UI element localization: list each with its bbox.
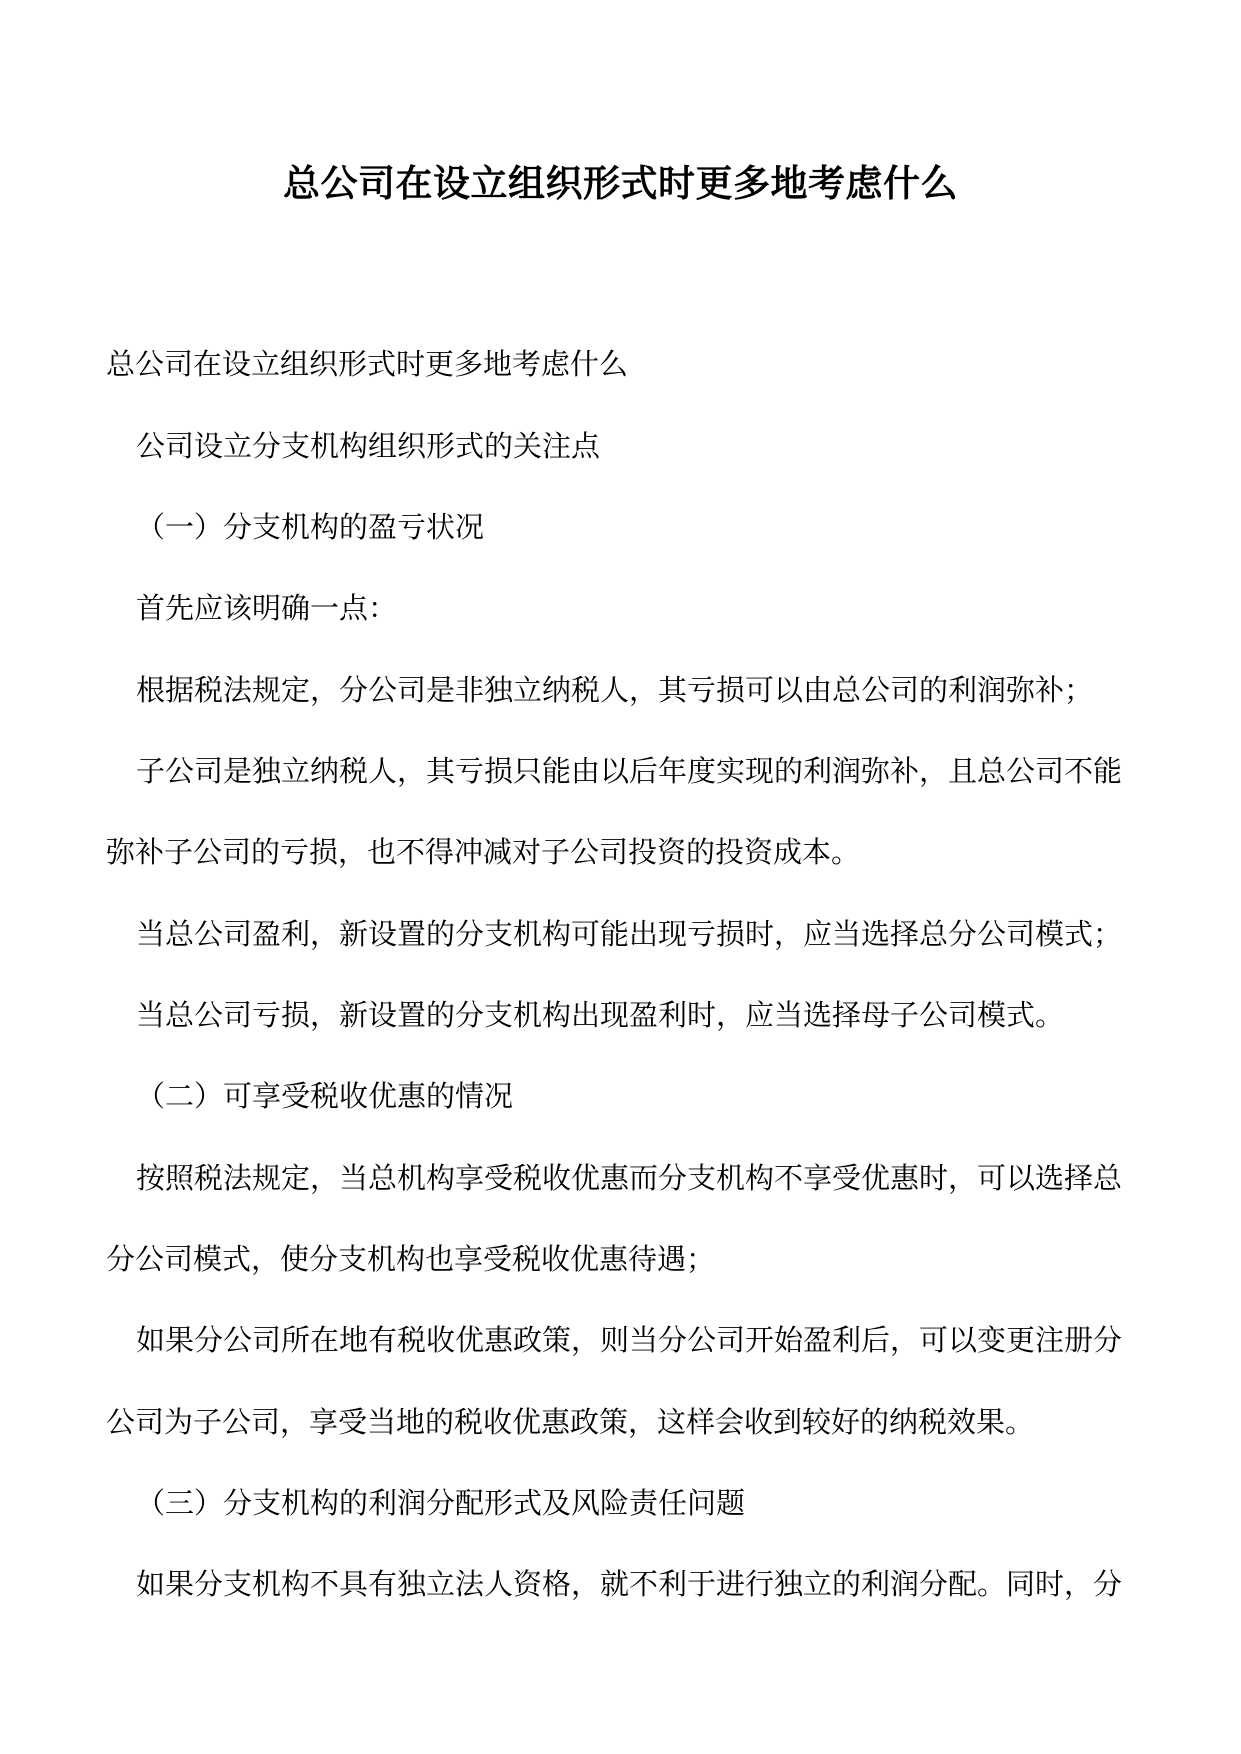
paragraph-line: 公司为子公司，享受当地的税收优惠政策，这样会收到较好的纳税效果。 [106, 1405, 1035, 1439]
paragraph-line: 分公司模式，使分支机构也享受税收优惠待遇； [106, 1242, 716, 1276]
paragraph-line: 如果分支机构不具有独立法人资格，就不利于进行独立的利润分配。同时，分 [136, 1567, 1123, 1601]
section-heading: 公司设立分支机构组织形式的关注点 [136, 429, 601, 463]
document-title: 总公司在设立组织形式时更多地考虑什么 [283, 162, 958, 205]
subsection-heading: （三）分支机构的利润分配形式及风险责任问题 [136, 1486, 746, 1520]
paragraph-line: 总公司在设立组织形式时更多地考虑什么 [106, 347, 629, 381]
paragraph-line: 按照税法规定，当总机构享受税收优惠而分支机构不享受优惠时，可以选择总 [136, 1161, 1123, 1195]
paragraph-line: 如果分公司所在地有税收优惠政策，则当分公司开始盈利后，可以变更注册分 [136, 1323, 1123, 1357]
paragraph-line: 子公司是独立纳税人，其亏损只能由以后年度实现的利润弥补，且总公司不能 [136, 754, 1123, 788]
paragraph-line: 弥补子公司的亏损，也不得冲减对子公司投资的投资成本。 [106, 835, 861, 869]
subsection-heading: （一）分支机构的盈亏状况 [136, 510, 485, 544]
paragraph-line: 当总公司亏损，新设置的分支机构出现盈利时，应当选择母子公司模式。 [136, 998, 1065, 1032]
paragraph-line: 当总公司盈利，新设置的分支机构可能出现亏损时，应当选择总分公司模式； [136, 917, 1123, 951]
paragraph-line: 根据税法规定，分公司是非独立纳税人，其亏损可以由总公司的利润弥补； [136, 673, 1094, 707]
subsection-heading: （二）可享受税收优惠的情况 [136, 1079, 514, 1113]
paragraph-line: 首先应该明确一点： [136, 591, 398, 625]
